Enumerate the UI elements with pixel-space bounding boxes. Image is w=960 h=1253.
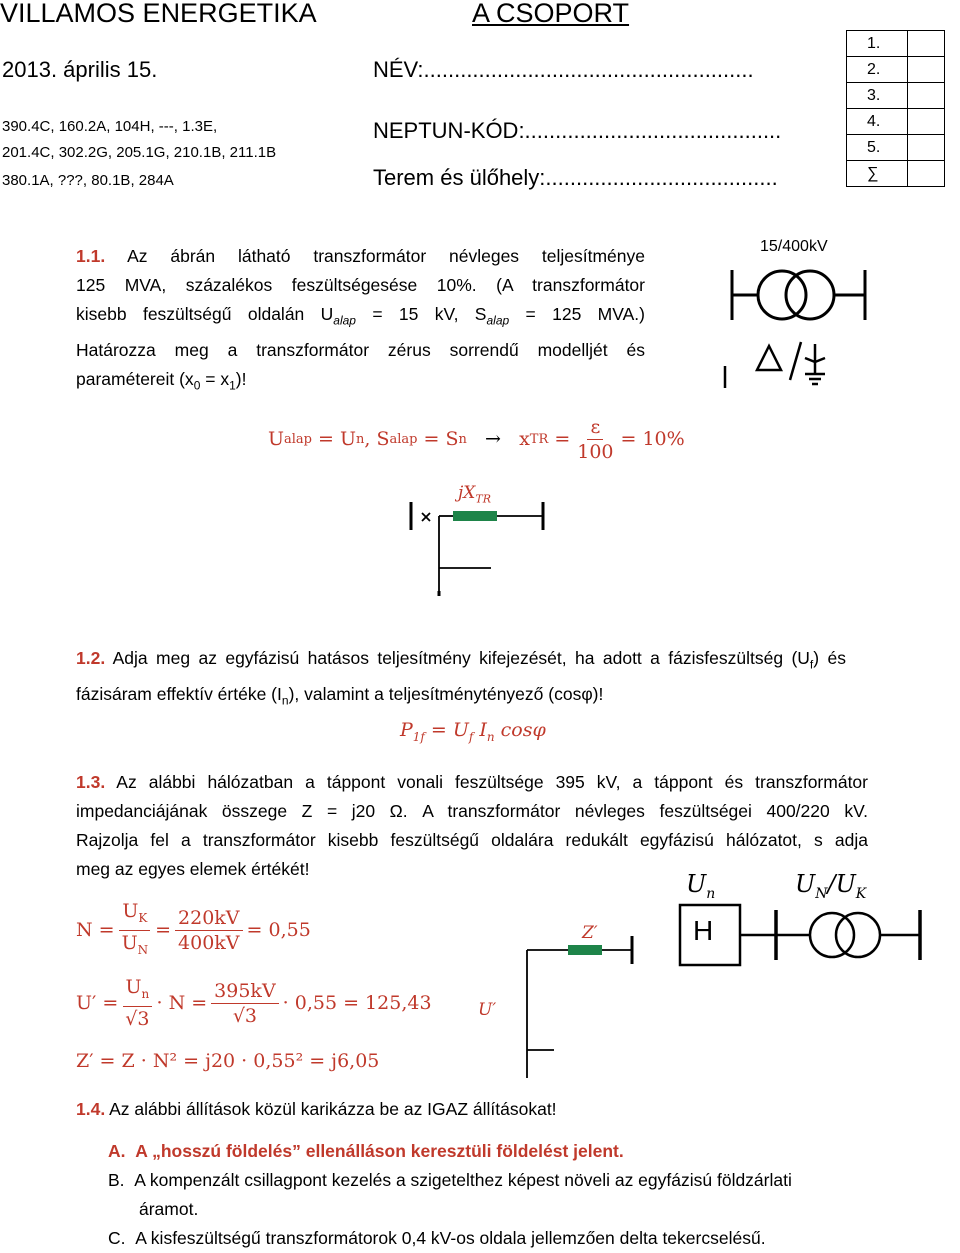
delta-winding-symbol bbox=[757, 346, 781, 370]
score-cell-sum[interactable] bbox=[908, 161, 945, 187]
solution-formula-1-1: U alap = U n , S alap = S n → x TR = $\frac{\varepsilon}{100}$ = 10% bbox=[268, 415, 685, 463]
score-cell-4[interactable] bbox=[908, 109, 945, 135]
reduced-impedance-element bbox=[568, 945, 602, 955]
group-label: A CSOPORT bbox=[472, 0, 630, 28]
score-label-sum: ∑ bbox=[847, 161, 908, 187]
transformer-coil-2 bbox=[836, 913, 880, 957]
option-a[interactable]: A. A „hosszú földelés” ellenálláson keresztüli földelést jelent. bbox=[108, 1141, 624, 1161]
transformer-primary-coil bbox=[758, 271, 806, 319]
exam-date: 2013. április 15. bbox=[2, 57, 158, 82]
power-formula: $P_{1f} = U_f$ $I_n$ cosφ bbox=[400, 719, 546, 744]
zero-sequence-circuit bbox=[405, 500, 555, 610]
score-label-2: 2. bbox=[847, 57, 908, 83]
supply-voltage-label: $U_n$ bbox=[686, 870, 716, 902]
option-b[interactable]: B. A kompenzált csillagpont kezelés a szigetelthez képest növeli az egyfázisú földzárlati bbox=[108, 1170, 792, 1190]
question-1-2: 1.2. Adja meg az egyfázisú hatásos teljesítmény kifejezését, ha adott a fázisfeszültség $(U_f)$ és fázisáram effektív értéke $(I_n)$, valamint a teljesítménytényező (cosφ)! bbox=[76, 648, 846, 707]
room-code-line-3: 380.1A, ???, 80.1B, 284A bbox=[2, 172, 174, 189]
name-field[interactable]: NÉV:...................................................... bbox=[373, 57, 754, 82]
impedance-label: $jX_{TR}$ bbox=[458, 483, 491, 506]
score-label-5: 5. bbox=[847, 135, 908, 161]
voltage-ratio-label: $U_N/U_K$ bbox=[795, 870, 867, 902]
transformer-coil-1 bbox=[810, 913, 854, 957]
voltage-equation: U′ = $\frac{U_n}{√3}$ · N = $\frac{395kV}{√3}$ · 0,55 = 125,43 bbox=[76, 976, 432, 1030]
ratio-equation: N = $\frac{U_K}{U_N}$ = $\frac{220kV}{400kV}$ = 0,55 bbox=[76, 899, 311, 957]
score-label-4: 4. bbox=[847, 109, 908, 135]
room-code-line-1: 390.4C, 160.2A, 104H, ---, 1.3E, bbox=[2, 118, 218, 135]
reduced-voltage-label: U′ bbox=[478, 1000, 497, 1020]
score-label-3: 3. bbox=[847, 83, 908, 109]
score-cell-5[interactable] bbox=[908, 135, 945, 161]
question-1-1: 1.1. Az ábrán látható transzformátor névleges teljesítménye 125 MVA, százalékos feszültségesése 10%. (A transzformátor kisebb feszültségű oldalán $U_{alap} = 15$ kV, $S_{alap} = 125$ MVA.) Határozza meg a transzformátor zérus sorrendű modelljét és paramétereit $(x_0 = x_1)$! bbox=[76, 246, 646, 392]
score-cell-1[interactable] bbox=[908, 31, 945, 57]
option-b-continuation: áramot. bbox=[139, 1199, 199, 1219]
impedance-equation: Z′ = Z · N² = j20 · 0,55² = j6,05 bbox=[76, 1050, 380, 1072]
score-cell-2[interactable] bbox=[908, 57, 945, 83]
score-label-1: 1. bbox=[847, 31, 908, 57]
transformer-voltage-label: 15/400kV bbox=[760, 238, 828, 255]
score-table bbox=[846, 30, 945, 187]
seat-field[interactable]: Terem és ülőhely:...................................... bbox=[373, 165, 778, 190]
reactance-element bbox=[453, 511, 497, 521]
question-1-4: 1.4. Az alábbi állítások közül karikázza be az IGAZ állításokat! bbox=[76, 1099, 557, 1119]
score-cell-3[interactable] bbox=[908, 83, 945, 109]
neptun-field[interactable]: NEPTUN-KÓD:.......................................... bbox=[373, 118, 782, 143]
document-title: VILLAMOS ENERGETIKA bbox=[0, 0, 317, 28]
option-c[interactable]: C. A kisfeszültségű transzformátorok 0,4 kV-os oldala jellemzően delta tekercselésű. bbox=[108, 1228, 766, 1248]
transformer-secondary-coil bbox=[786, 271, 834, 319]
question-1-3: 1.3. Az alábbi hálózatban a táppont vonali feszültsége 395 kV, a táppont és transzformátor impedanciájának összege Z = j20 Ω. A transzformátor névleges feszültségei 400/220 kV. Rajzolja fel a transzformátor kisebb feszültségű oldalára redukált egyfázisú hálózatot, s adja meg az egyes elemek értékét! bbox=[76, 772, 868, 879]
reduced-impedance-label: Z′ bbox=[582, 923, 598, 943]
room-code-line-2: 201.4C, 302.2G, 205.1G, 210.1B, 211.1B bbox=[2, 144, 277, 161]
question-number: 1.1. bbox=[76, 246, 106, 266]
supply-network-label: H bbox=[693, 915, 714, 946]
transformer-diagram bbox=[725, 262, 875, 392]
reduced-network-diagram bbox=[500, 940, 640, 1080]
